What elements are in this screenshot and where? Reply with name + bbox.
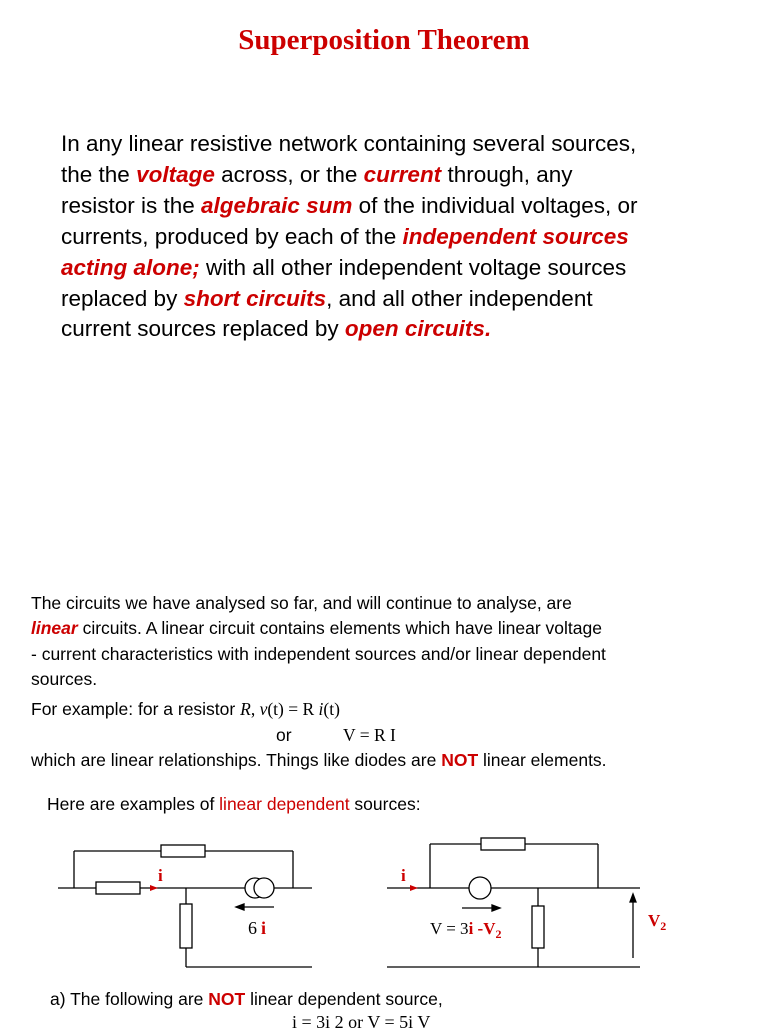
current-source-icon bbox=[254, 878, 274, 898]
resistor bbox=[532, 906, 544, 948]
theorem-line-2 bbox=[61, 159, 573, 190]
text: i bbox=[318, 699, 324, 719]
term-acting-alone: acting alone; bbox=[61, 255, 200, 280]
bottom-line-2: i = 3i 2 or V = 5i V bbox=[292, 1012, 431, 1032]
voltage-source-icon bbox=[469, 877, 491, 899]
text: linear dependent source, bbox=[245, 989, 443, 1009]
text: circuits. A linear circuit contains elements which have linear voltage bbox=[77, 618, 602, 638]
emphasis-not: NOT bbox=[441, 750, 479, 770]
term-linear: linear bbox=[31, 618, 78, 638]
text: In any linear resistive network containing several sources, bbox=[61, 131, 637, 156]
text: 2 bbox=[660, 919, 667, 933]
circuit-2 bbox=[387, 838, 640, 967]
dependent-source-equation bbox=[430, 919, 502, 941]
voltage-label bbox=[648, 911, 666, 933]
text: . bbox=[484, 316, 492, 341]
term-linear-dependent: linear dependent bbox=[219, 794, 350, 814]
text: v bbox=[259, 699, 268, 719]
text: of the individual voltages, or bbox=[352, 193, 638, 218]
linear-line-4 bbox=[31, 667, 97, 692]
circuit-diagrams bbox=[0, 830, 768, 980]
resistor bbox=[180, 904, 192, 948]
bottom-line-1 bbox=[50, 987, 443, 1012]
theorem-line-3 bbox=[61, 190, 638, 221]
theorem-line-7 bbox=[61, 313, 491, 344]
current-arrow-icon bbox=[150, 885, 158, 891]
current-label: i bbox=[401, 866, 406, 885]
text: The circuits we have analysed so far, and will continue to analyse, are bbox=[31, 593, 572, 613]
current-arrow-icon bbox=[410, 885, 418, 891]
text: V bbox=[648, 911, 661, 930]
source-label bbox=[248, 918, 266, 938]
arrow-head bbox=[492, 905, 500, 911]
text: the the bbox=[61, 162, 137, 187]
text: sources: bbox=[349, 794, 421, 814]
text: R bbox=[240, 699, 251, 719]
linear-line-3 bbox=[31, 642, 606, 667]
text: through, any bbox=[441, 162, 573, 187]
text: resistor is the bbox=[61, 193, 202, 218]
linear-line-2 bbox=[31, 616, 602, 641]
theorem-line-5 bbox=[61, 252, 626, 283]
text: current sources replaced by bbox=[61, 316, 345, 341]
text: replaced by bbox=[61, 286, 184, 311]
linear-line-5 bbox=[31, 697, 340, 722]
arrow-head bbox=[236, 904, 244, 910]
text: i bbox=[468, 919, 474, 938]
term-open-circuits: open circuits bbox=[344, 316, 485, 341]
linear-line-8 bbox=[47, 792, 421, 817]
text: 2 bbox=[495, 927, 502, 941]
resistor bbox=[96, 882, 140, 894]
text: across, or the bbox=[214, 162, 364, 187]
emphasis-not: NOT bbox=[208, 989, 246, 1009]
linear-line-1 bbox=[31, 591, 572, 616]
text: V = 3 bbox=[430, 919, 469, 938]
text: (t) = R bbox=[267, 699, 319, 719]
text: sources. bbox=[31, 669, 98, 689]
text: (t) bbox=[323, 699, 340, 719]
text: For example: for a resistor bbox=[31, 699, 241, 719]
text: linear elements. bbox=[478, 750, 607, 770]
text: , and all other independent bbox=[326, 286, 593, 311]
text: which are linear relationships. Things like diodes are bbox=[31, 750, 442, 770]
circuit-1 bbox=[58, 845, 312, 967]
text: i bbox=[261, 918, 267, 938]
text: currents, produced by each of the bbox=[61, 224, 403, 249]
or-word: or bbox=[276, 725, 292, 745]
ohm-equation: V = R I bbox=[343, 725, 396, 745]
theorem-line-4 bbox=[61, 221, 629, 252]
term-short-circuits: short circuits bbox=[183, 286, 327, 311]
current-label: i bbox=[158, 866, 163, 885]
text: -V bbox=[473, 919, 496, 938]
text: - current characteristics with independent sources and/or linear dependent bbox=[31, 644, 606, 664]
text: a) The following are bbox=[50, 989, 209, 1009]
term-algebraic-sum: algebraic sum bbox=[201, 193, 353, 218]
term-independent-sources: independent sources bbox=[402, 224, 629, 249]
text: with all other independent voltage sources bbox=[199, 255, 627, 280]
resistor bbox=[481, 838, 525, 850]
theorem-line-6 bbox=[61, 283, 593, 314]
term-current: current bbox=[363, 162, 442, 187]
page-title: Superposition Theorem bbox=[238, 24, 530, 56]
text: , bbox=[250, 699, 260, 719]
linear-line-7 bbox=[31, 748, 607, 773]
theorem-line-1 bbox=[61, 128, 636, 159]
resistor bbox=[161, 845, 205, 857]
text: 6 bbox=[248, 918, 257, 938]
term-voltage: voltage bbox=[136, 162, 215, 187]
text: Here are examples of bbox=[47, 794, 220, 814]
arrow-head bbox=[630, 894, 636, 902]
